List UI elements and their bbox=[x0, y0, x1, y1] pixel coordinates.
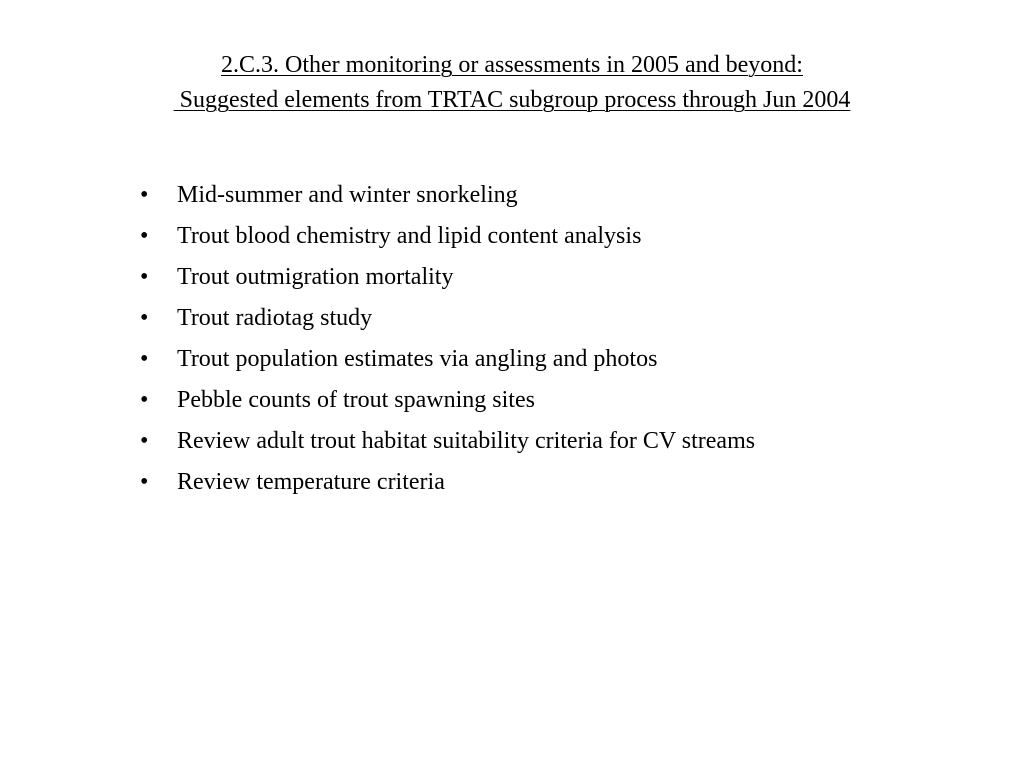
bullet-icon: • bbox=[140, 346, 149, 372]
bullet-icon: • bbox=[140, 428, 149, 454]
title-line-2 bbox=[0, 83, 1024, 118]
slide-title bbox=[0, 48, 1024, 118]
title-line-2-text: Suggested elements from TRTAC subgroup process through Jun 2004 bbox=[173, 87, 851, 113]
bullet-text: Trout radiotag study bbox=[177, 305, 373, 331]
title-line-1 bbox=[0, 48, 1024, 83]
bullet-text: Review temperature criteria bbox=[177, 469, 445, 495]
bullet-text: Trout population estimates via angling and photos bbox=[177, 346, 658, 372]
bullet-text: Trout blood chemistry and lipid content analysis bbox=[177, 223, 642, 249]
bullet-icon: • bbox=[140, 387, 149, 413]
bullet-text: Review adult trout habitat suitability criteria for CV streams bbox=[177, 428, 756, 454]
bullet-icon: • bbox=[140, 305, 149, 331]
bullet-icon: • bbox=[140, 223, 149, 249]
bullet-text: Pebble counts of trout spawning sites bbox=[177, 387, 535, 413]
bullet-icon: • bbox=[140, 469, 149, 495]
title-line-1-text: 2.C.3. Other monitoring or assessments in 2005 and beyond: bbox=[221, 52, 803, 78]
bullet-icon: • bbox=[140, 182, 149, 208]
bullet-text: Trout outmigration mortality bbox=[177, 264, 454, 290]
bullet-text: Mid-summer and winter snorkeling bbox=[177, 182, 518, 208]
bullet-icon: • bbox=[140, 264, 149, 290]
